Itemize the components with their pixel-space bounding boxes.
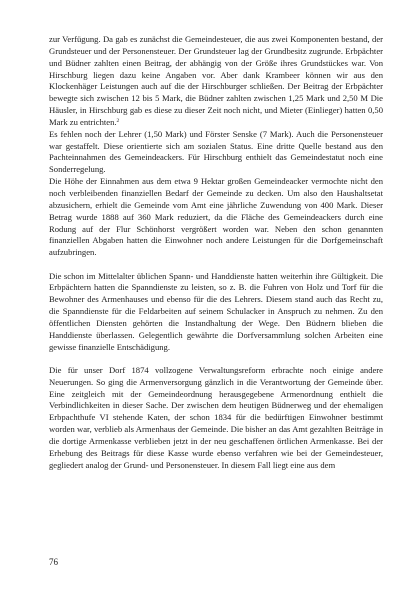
paragraph-5: Die für unser Dorf 1874 vollzogene Verwaltungsreform erbrachte noch einige andere Neuerungen. So ging die Armenversorgung gänzlich in die Verantwortung der Gemeinde über. Eine zeitgleich mit der Gemeindeordnung herausgegebene Armenordnung enthielt die Verbindlichkeiten in dieser Sache. Der zwischen dem heutigen Büdnerweg und der ehemaligen Erbpachthufe VI stehende Katen, der schon 1834 für die bedürftigen Einwohner bestimmt worden war, verblieb als Armenhaus der Gemeinde. Die bisher an das Amt gezahlten Beiträge in die dortige Armenkasse verblieben jetzt in der neu geschaffenen örtlichen Armenkasse. Bei der Erhebung des Beitrags für diese Kasse wurde ebenso verfahren wie bei der Gemeindesteuer, gegliedert analog der Grund- und Personensteuer. In diesem Fall liegt eine aus dem [49,364,383,470]
paragraph-1 [49,34,383,129]
paragraph-2: Es fehlen noch der Lehrer (1,50 Mark) und Förster Senske (7 Mark). Auch die Personensteuer war gestaffelt. Diese orientierte sich am sozialen Status. Eine dritte Quelle bestand aus den Pachteinnahmen des Gemeindeackers. Für Hirschburg enthielt das Gemeindestatut noch eine Sonderregelung. [49,128,383,175]
paragraph-3: Die Höhe der Einnahmen aus dem etwa 9 Hektar großen Gemeindeacker vermochte nicht den noch verbleibenden finanziellen Bedarf der Gemeinde zu decken. Um also den Haushaltsetat abzusichern, erhielt die Gemeinde vom Amt eine jährliche Zuwendung von 400 Mark. Dieser Betrag wurde 1888 auf 360 Mark reduziert, da die Fläche des Gemeindeackers durch eine Rodung auf der Flur Schönhorst vergrößert worden war. Neben den schon genannten finanziellen Abgaben hatten die Einwohner noch andere Leistungen für die Dorfgemeinschaft aufzubringen. [49,176,383,258]
footnote-reference: 2 [116,117,120,124]
paragraph-1-text: zur Verfügung. Da gab es zunächst die Gemeindesteuer, die aus zwei Komponenten bestand, der Grundsteuer und der Personensteuer. Der Grundsteuer lag der Grundbesitz zugrunde. Erbpächter und Büdner zahlten einen Beitrag, der abhängig von der Größe ihres Grundstückes war. Von Hirschburg liegen dazu keine Angaben vor. Aber dank Krambeer können wir aus den Klockenhäger Leistungen auch auf die der Hirschburger schließen. Der Beitrag der Erbpächter bewegte sich zwischen 12 bis 5 Mark, die Büdner zahlten zwischen 1,25 Mark und 2,50 M Die Häusler, in Hirschburg gab es diese zu dieser Zeit noch nicht, und Mieter (Einlieger) hatten 0,50 Mark zu entrichten. [49,34,383,127]
paragraph-4: Die schon im Mittelalter üblichen Spann- und Handdienste hatten weiterhin ihre Gültigkeit. Die Erbpächtern hatten die Spanndienste zu leisten, so z. B. die Fuhren von Holz und Torf für die Bewohner des Armenhauses und ebenso für die des Lehrers. Diesem stand auch das Recht zu, die Spanndienste für die Feldarbeiten auf seinem Schulacker in Anspruch zu nehmen. Zu den öffentlichen Diensten gehörten die Instandhaltung der Wege. Den Büdnern blieben die Handdienste überlassen. Gelegentlich gewährte die Dorfversammlung solchen Arbeiten eine gewisse finanzielle Entschädigung. [49,270,383,352]
body-text [49,34,383,472]
page-number: 76 [49,557,58,567]
